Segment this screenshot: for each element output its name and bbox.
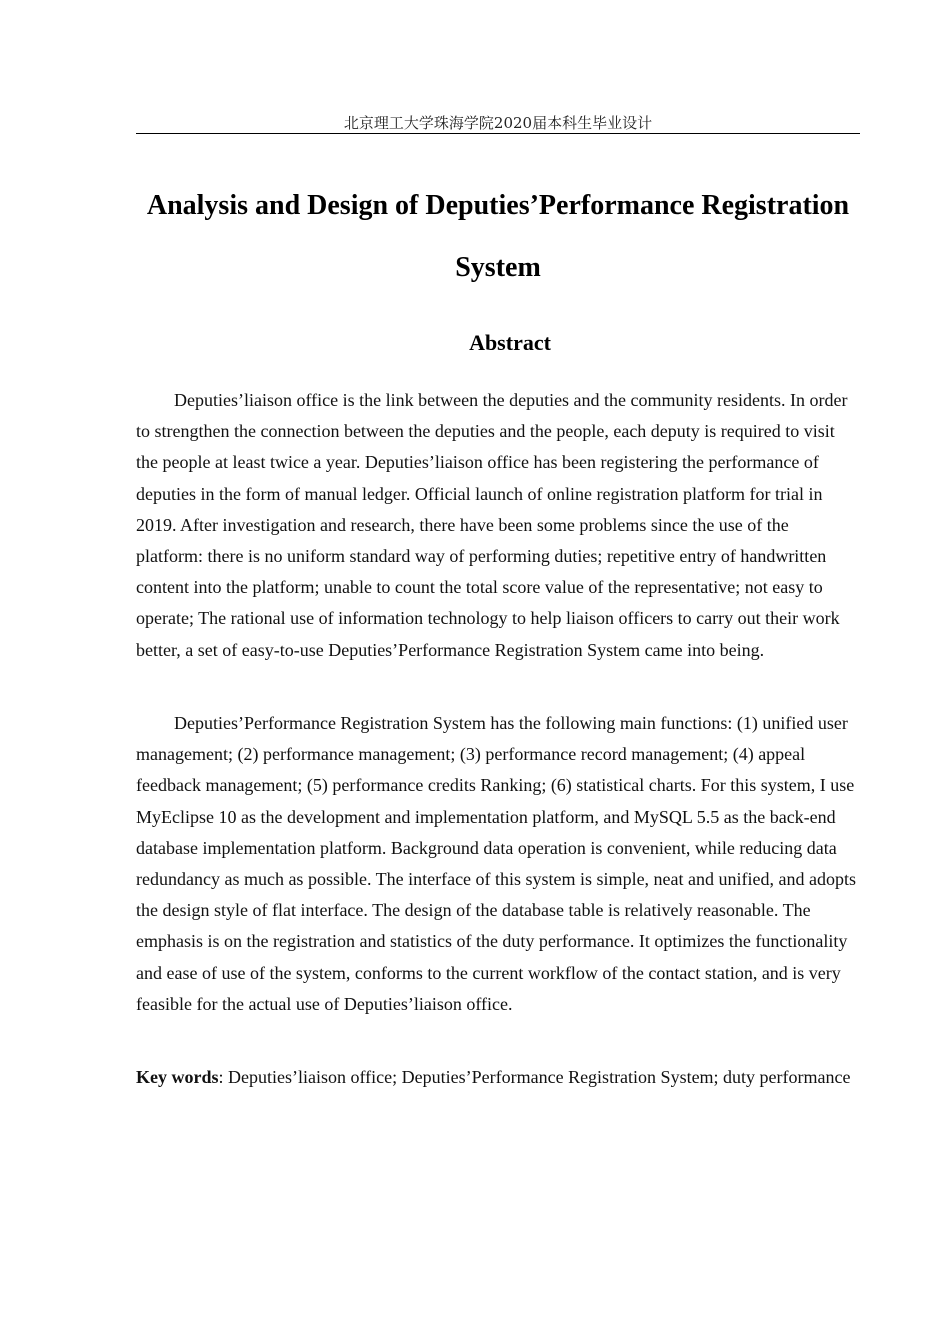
keywords-line [136, 1062, 860, 1093]
header-divider [136, 133, 860, 134]
abstract-heading: Abstract [469, 330, 551, 355]
keywords-text: Deputies’liaison office; Deputies’Performance Registration System; duty performance [228, 1067, 851, 1087]
abstract-paragraph-2: Deputies’Performance Registration System has the following main functions: (1) unified user management; (2) performance management; (3) performance record management; (4) appeal feedback management; (5) performance credits Ranking; (6) statistical charts. For this system, I use MyEclipse 10 as the development and implementation platform, and MySQL 5.5 as the back-end database implementation platform. Background data operation is convenient, while reducing data redundancy as much as possible. The interface of this system is simple, neat and unified, and adopts the design style of flat interface. The design of the database table is relatively reasonable. The emphasis is on the registration and statistics of the duty performance. It optimizes the functionality and ease of use of the system, conforms to the current workflow of the contact station, and is very feasible for the actual use of Deputies’liaison office. [136, 713, 856, 1014]
keywords-label: Key words [136, 1067, 219, 1087]
abstract-paragraph-1: Deputies’liaison office is the link between the deputies and the community residents. In order to strengthen the connection between the deputies and the people, each deputy is required to visit the people at least twice a year. Deputies’liaison office has been registering the performance of deputies in the form of manual ledger. Official launch of online registration platform for trial in 2019. After investigation and research, there have been some problems since the use of the platform: there is no uniform standard way of performing duties; repetitive entry of handwritten content into the platform; unable to count the total score value of the representative; not easy to operate; The rational use of information technology to help liaison officers to carry out their work better, a set of easy-to-use Deputies’Performance Registration System came into being. [136, 390, 848, 660]
page-title: Analysis and Design of Deputies’Performance Registration System [146, 190, 850, 283]
running-header: 北京理工大学珠海学院2020届本科生毕业设计 [343, 114, 653, 132]
keywords-separator: : [218, 1067, 229, 1087]
